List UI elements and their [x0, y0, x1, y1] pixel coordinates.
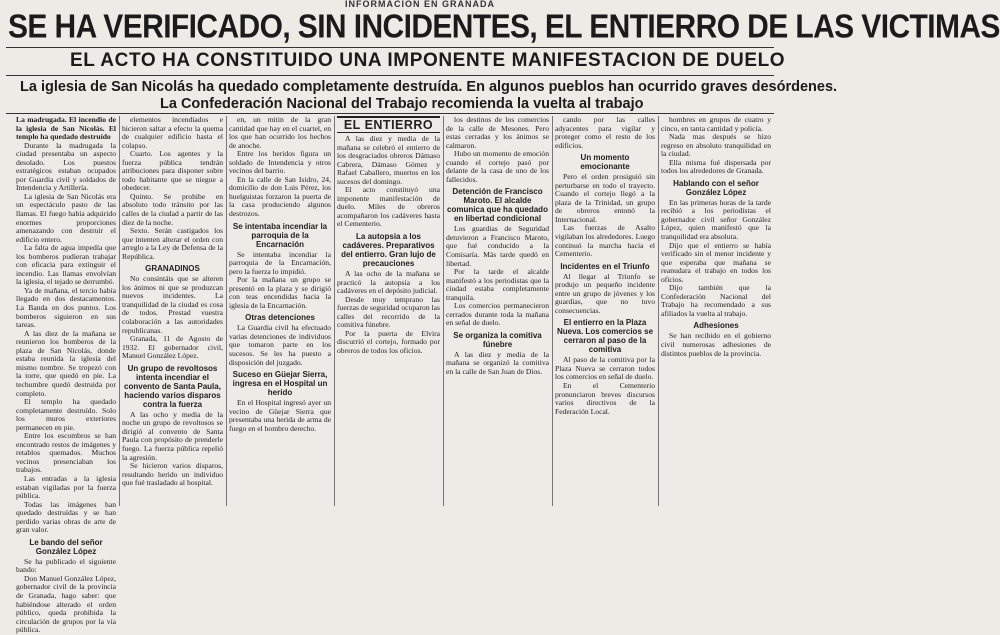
article-paragraph: Pero el orden prosiguió sin perturbarse en todo el trayecto. Cuando el cortejo llegó a la plaza de la Trinidad, un grupo de obreros entonó la Internacional.	[555, 172, 655, 224]
column-divider	[552, 116, 553, 506]
article-subheading: Otras detenciones	[245, 313, 315, 323]
article-subheading: La autopsia a los cadáveres. Preparativos del entierro. Gran lujo de precauciones	[341, 232, 436, 269]
column-divider	[334, 116, 335, 506]
article-paragraph: Hubo un momento de emoción cuando el cortejo pasó por delante de la casa de uno de los fallecidos.	[446, 149, 549, 184]
article-column-5	[446, 116, 549, 506]
article-subheading: Se organiza la comitiva fúnebre	[453, 330, 542, 349]
article-column-4	[337, 116, 440, 506]
deck-rule	[6, 113, 774, 114]
article-paragraph: Ya de mañana, el tercio había llegado en dos destacamentos. La Banda en dos puntos. Los bomberos siguieron en sus tareas.	[16, 285, 116, 330]
article-paragraph: Todas las imágenes han quedado destruídas y se han perdido varias obras de arte de gran valor.	[16, 499, 116, 535]
article-paragraph: Entre los escombros se han encontrado restos de imágenes y retablos quemados. Muchos vecinos presenciaban los trabajos.	[16, 431, 116, 475]
article-subheading: Suceso en Güejar Sierra, ingresa en el Hospital un herido	[232, 370, 328, 398]
article-paragraph: elementos incendiados e hicieron saltar a efecto la quema de cualquier edificio hasta el colapso.	[122, 115, 223, 150]
article-paragraph: Las entradas a la iglesia estaban vigiladas por la fuerza pública.	[16, 473, 116, 501]
deck-line-2: La Confederación Nacional del Trabajo recomienda la vuelta al trabajo	[160, 96, 644, 112]
deck-line-1: La iglesia de San Nicolás ha quedado completamente destruída. En algunos pueblos han ocurrido graves desórdenes.	[20, 79, 838, 95]
article-paragraph: Ella misma fué dispersada por todos los alrededores de Granada.	[661, 157, 771, 176]
article-paragraph: Desde muy temprano las fuerzas de seguridad ocuparon las calles del recorrido de la comitiva fúnebre.	[337, 294, 440, 330]
article-paragraph: En el Hospital ingresó ayer un vecino de Güejar Sierra que presentaba una herida de arma de fuego en el hombro derecho.	[229, 398, 331, 433]
article-paragraph: Por la puerta de Elvira discurrió el cortejo, formado por obreros de todos los oficios.	[337, 328, 440, 355]
article-subheading: Hablando con el señor González López	[673, 178, 759, 197]
main-headline: SE HA VERIFICADO, SIN INCIDENTES, EL ENTIERRO DE LAS VICTIMAS	[8, 8, 1000, 46]
article-subheading: El entierro en la Plaza Nueva. Los comercios se cerraron al paso de la comitiva	[556, 318, 654, 355]
article-subheading: Se intentaba incendiar la parroquia de la Encarnación	[232, 221, 328, 249]
article-paragraph: Por la mañana un grupo se presentó en la plaza y se dirigió con teas encendidas hacia la iglesia de la Encarnación.	[229, 275, 331, 310]
article-column-6	[555, 116, 655, 506]
article-subheading: Un momento emocionante	[580, 153, 630, 172]
column-divider	[658, 116, 659, 506]
article-subheading: GRANADINOS	[145, 264, 200, 274]
article-paragraph: El acto constituyó una imponente manifestación de duelo. Miles de obreros acompañaron los cadáveres hasta el Cementerio.	[337, 185, 440, 229]
article-subheading: Detención de Francisco Maroto. El alcalde comunica que ha quedado en libertad condicional	[447, 187, 548, 224]
article-subheading: Adhesiones	[693, 321, 739, 331]
article-subheading: Incidentes en el Triunfo	[560, 261, 650, 271]
headline-rule	[6, 47, 774, 48]
article-paragraph: Las fuerzas de Asalto vigilaban los alrededores. Luego continuó la marcha hacia el Cementerio.	[555, 223, 655, 259]
article-paragraph: los destinos de los comercios de la calle de Mesones. Pero estas cerradas y los ánimos se calmaron.	[446, 115, 549, 150]
article-paragraph: Se hicieron varios disparos, resultando herido un individuo que fué trasladado al hospital.	[122, 461, 223, 488]
article-paragraph: Dijo también que la Confederación Nacional del Trabajo ha recomendado a sus afiliados la vuelta al trabajo.	[661, 283, 771, 318]
section-kicker: INFORMACION EN GRANADA	[345, 0, 495, 9]
article-paragraph: Se han recibido en el gobierno civil numerosas adhesiones de distintos pueblos de la provincia.	[661, 331, 771, 358]
article-paragraph: La falta de agua impedía que los bomberos pudieran trabajar con eficacia para extinguir el incendio. Las llamas envolvían la iglesia, el tejado se derrumbó.	[16, 243, 116, 287]
article-lead: La madrugada. El incendio de la iglesia de San Nicolás. El templo ha quedado destruído	[16, 115, 116, 142]
article-column-7	[661, 116, 771, 506]
article-paragraph: El templo ha quedado completamente destruído. Solo los muros exteriores permanecen en pie.	[16, 397, 116, 432]
article-paragraph: A las diez y media de la mañana se organizó la comitiva en la calle de San Juan de Dios.	[446, 349, 549, 377]
article-paragraph: A las ocho y media de la noche un grupo de revoltosos se dirigió al convento de Santa Paula con propósito de prenderle fuego. La fuerza pública repelió la agresión.	[122, 409, 223, 462]
article-paragraph: No consintáis que se alteren los ánimos ni que se produzcan nuevos incidentes. La tranquilidad de la ciudad es cosa de todos. Prestad vuestra colaboración a las autoridades republicanas.	[122, 274, 223, 335]
article-column-3	[229, 116, 331, 506]
article-paragraph: A las ocho de la mañana se practicó la autopsia a los cadáveres en el depósito judicial.	[337, 269, 440, 296]
box-heading: EL ENTIERRO	[337, 116, 440, 133]
article-paragraph: Granada, 11 de Agosto de 1932. El gobernador civil, Manuel González López.	[122, 334, 223, 361]
article-paragraph: Sexto. Serán castigados los que intenten alterar el orden con arreglo a la Ley de Defensa de la República.	[122, 226, 223, 261]
article-paragraph: Nada mas después se hizo regreso en absoluto tranquilidad en la ciudad.	[661, 132, 771, 159]
article-paragraph: Dijo que el entierro se había verificado sin el menor incidente y que esperaba que mañana se reanudara el trabajo en todos los oficios.	[661, 240, 771, 284]
column-divider	[226, 116, 227, 506]
article-paragraph: En el Cementerio pronunciaron breves discursos varios directivos de la Federación Local.	[555, 381, 655, 416]
article-paragraph: en, un mitin de la gran cantidad que hay en el cuartel, en los que han ocurrido los hechos de anoche.	[229, 115, 331, 150]
article-paragraph: Los guardias de Seguridad detuvieron a Francisco Maroto, que fué conducido a la Comisaría. Más tarde quedó en libertad.	[446, 224, 549, 268]
subheadline-rule	[6, 75, 774, 76]
article-column-1	[16, 115, 116, 635]
column-divider	[443, 116, 444, 506]
article-paragraph: Cuarto. Los agentes y la fuerza pública tendrán atribuciones para disponer sobre todo habitante que se niegue a obedecer.	[122, 149, 223, 193]
subheadline: EL ACTO HA CONSTITUIDO UNA IMPONENTE MANIFESTACION DE DUELO	[70, 50, 786, 71]
column-divider	[119, 116, 120, 506]
article-subheading: Un grupo de revoltosos intenta incendiar el convento de Santa Paula, haciendo varios disparos contra la fuerza	[124, 363, 221, 409]
article-paragraph: Se intentaba incendiar la parroquia de la Encarnación, pero la fuerza lo impidió.	[229, 249, 331, 276]
article-paragraph: A las diez de la mañana se reunieron los bomberos de la plaza de San Nicolás, donde estaba reunida la iglesia del mismo nombre. Se tropezó con la torre, que quedó en pie. La techumbre quedó destruida por completo.	[16, 328, 116, 398]
article-paragraph: La iglesia de San Nicolás era un espectáculo pasto de las llamas. El fuego había adquirido enormes proporciones amenazando con destruir el edificio entero.	[16, 191, 116, 244]
article-paragraph: Se ha publicado el siguiente bando:	[16, 556, 116, 575]
article-paragraph: Quinto. Se prohibe en absoluto todo tránsito por las calles de la ciudad a partir de las diez de la noche.	[122, 191, 223, 227]
article-paragraph: Al llegar al Triunfo se produjo un pequeño incidente entre un grupo de jóvenes y los guardias, que no tuvo consecuencias.	[555, 271, 655, 315]
article-paragraph: Don Manuel González López, gobernador civil de la provincia de Granada, hago saber: que habiéndose alterado el orden público, queda prohibida la circulación de grupos por la vía pública.	[16, 573, 116, 635]
article-paragraph: cando por las calles adyacentes para vigilar y proteger como el resto de los edificios.	[555, 115, 655, 150]
article-paragraph: A las diez y media de la mañana se celebró el entierro de los desgraciados obreros Dámaso Cabrera, Dámaso Gómez y Rafael Caballero, muertos en los sucesos del domingo.	[337, 134, 440, 186]
article-column-2	[122, 116, 223, 506]
article-paragraph: Al paso de la comitiva por la Plaza Nueva se cerraron todos los comercios en señal de duelo.	[555, 355, 655, 382]
article-paragraph: Durante la madrugada la ciudad presentaba un aspecto desolado. Los puestos estratégicos estaban ocupados por Guardia civil y soldados de Intendencia y Artillería.	[16, 140, 116, 193]
article-paragraph: Los comercios permanecieron cerrados durante toda la mañana en señal de duelo.	[446, 301, 549, 328]
article-paragraph: En la calle de San Isidro, 24, domicilio de don Luis Pérez, los huelguistas forzaron la puerta de la casa produciendo algunos destrozos.	[229, 174, 331, 219]
article-paragraph: Por la tarde el alcalde manifestó a los periodistas que la ciudad estaba completamente tranquila.	[446, 267, 549, 302]
article-paragraph: Entre los heridos figura un soldado de Intendencia y otros vecinos del barrio.	[229, 149, 331, 176]
article-paragraph: La Guardia civil ha efectuado varias detenciones de individuos que tomaron parte en los sucesos. Se les ha puesto a disposición del juzgado.	[229, 323, 331, 367]
article-paragraph: En las primeras horas de la tarde recibió a los periodistas el gobernador civil señor González López, quien manifestó que la tranquilidad era absoluta.	[661, 197, 771, 242]
article-paragraph: hombres en grupos de cuatro y cinco, en tanta cantidad y policía.	[661, 115, 771, 133]
article-subheading: Le bando del señor González López	[29, 537, 103, 556]
